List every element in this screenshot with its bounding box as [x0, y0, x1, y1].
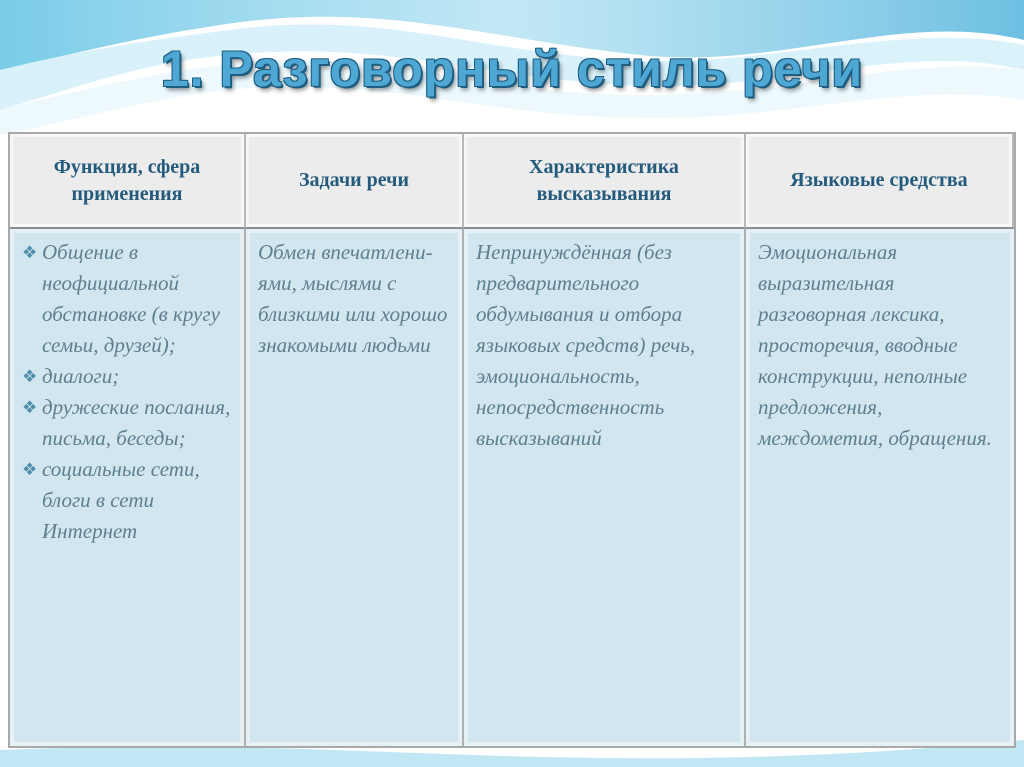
- slide-title: 1. Разговорный стиль речи: [160, 41, 864, 97]
- diamond-bullet-icon: ❖: [22, 460, 38, 479]
- header-characteristic: Характеристика высказывания: [464, 134, 746, 229]
- cell-tasks: Обмен впечатлени-ями, мыслями с близкими или хорошо знакомыми людьми: [246, 229, 464, 746]
- list-item: ❖ социальные сети, блоги в сети Интернет: [22, 454, 232, 547]
- list-item: ❖ Общение в неофициальной обстановке (в кругу семьи, друзей);: [22, 237, 232, 361]
- header-tasks: Задачи речи: [246, 134, 464, 229]
- cell-characteristic: Непринуждённая (без предварительного обдумывания и отбора языковых средств) речь, эмоциональность, непосредственность высказываний: [464, 229, 746, 746]
- diamond-bullet-icon: ❖: [22, 243, 38, 262]
- header-language-means: Языковые средства: [746, 134, 1014, 229]
- list-item: ❖ дружеские послания, письма, беседы;: [22, 392, 232, 454]
- list-item: ❖ диалоги;: [22, 361, 232, 392]
- diamond-bullet-icon: ❖: [22, 367, 38, 386]
- style-table: [8, 132, 1016, 748]
- header-function: Функция, сфера применения: [10, 134, 246, 229]
- diamond-bullet-icon: ❖: [22, 398, 38, 417]
- cell-function: [10, 229, 246, 746]
- cell-language-means: Эмоциональная выразительная разговорная лексика, просторечия, вводные конструкции, неполные предложения, междометия, обращения.: [746, 229, 1014, 746]
